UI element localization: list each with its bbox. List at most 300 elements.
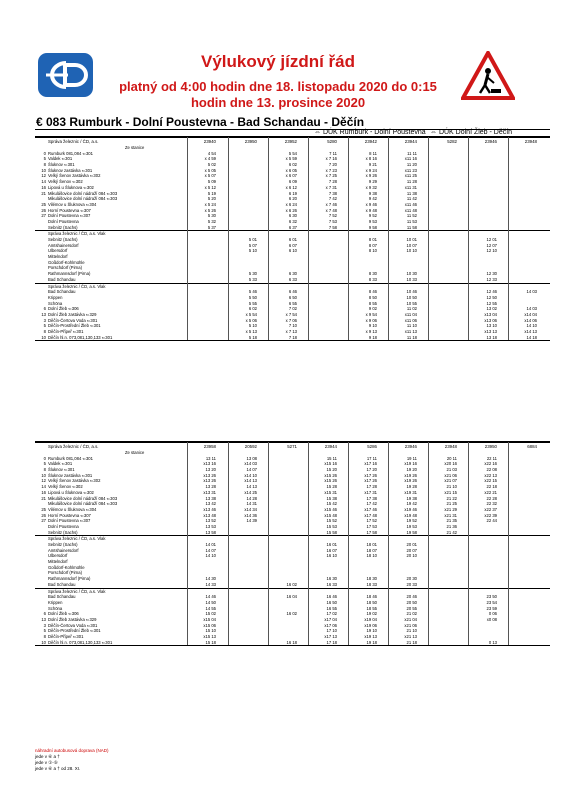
departure-time: 20 07 — [406, 547, 417, 553]
departure-time: 22 44 — [486, 518, 497, 524]
departure-time: 7 18 — [288, 334, 297, 340]
bus-connection-2: ⇔ DÚK Dolní Žleb - Děčín — [430, 129, 513, 136]
train-number: 23948 — [524, 139, 537, 144]
departure-time: 16 04 — [286, 594, 297, 600]
column-divider — [508, 137, 509, 340]
departure-time: 9 29 — [368, 179, 377, 185]
departure-time: x19 26 — [404, 478, 417, 484]
ze-stanice-label: Ze stanice — [125, 145, 145, 150]
departure-time: x21 29 — [444, 506, 457, 512]
departure-time: 9 52 — [368, 213, 377, 219]
departure-time: x 7 25 — [325, 173, 337, 179]
departure-time: x22 13 — [484, 472, 497, 478]
train-number: 5286 — [367, 444, 377, 449]
departure-time: x 6 05 — [285, 167, 297, 173]
departure-time: 14 10 — [526, 323, 537, 329]
legend — [35, 748, 109, 772]
departure-time: x 8 16 — [365, 156, 377, 162]
departure-time: 5 10 — [248, 323, 257, 329]
km-value: 5 — [43, 628, 46, 634]
departure-time: 17 02 — [326, 611, 337, 617]
departure-time: 14 18 — [526, 334, 537, 340]
station-name: Porschdorf (Pirna) — [48, 570, 82, 576]
departure-time: x21 07 — [444, 478, 457, 484]
station-name: Rumburk 081,084 ⇐301 — [48, 455, 93, 461]
departure-time: 15 10 — [205, 628, 216, 634]
admin-label: Správa železnic / ČD, a.s. — [48, 444, 99, 449]
departure-time: 6 46 — [288, 289, 297, 295]
departure-time: 14 13 — [246, 484, 257, 490]
km-value: 21 — [41, 495, 46, 501]
departure-time: 14 03 — [526, 306, 537, 312]
departure-time: 5 54 — [288, 150, 297, 156]
station-name: Bad Schandau — [48, 289, 76, 295]
km-value: 16 — [41, 489, 46, 495]
departure-time: 7 38 — [328, 190, 337, 196]
departure-time: 17 53 — [366, 523, 377, 529]
departure-time: 5 46 — [248, 289, 257, 295]
departure-time: 5 01 — [248, 237, 257, 242]
departure-time: 17 38 — [366, 495, 377, 501]
departure-time: 8 46 — [368, 289, 377, 295]
departure-time: 10 55 — [406, 300, 417, 306]
departure-time: 18 30 — [366, 576, 377, 582]
departure-time: x13 26 — [203, 472, 216, 478]
column-divider — [508, 442, 509, 645]
departure-time: 17 11 — [366, 455, 377, 461]
departure-time: 17 28 — [366, 484, 377, 490]
table-row — [35, 335, 550, 341]
departure-time: 12 10 — [486, 248, 497, 254]
departure-time: x 9 26 — [365, 173, 377, 179]
departure-time: x 5 24 — [204, 201, 216, 207]
departure-time: x13 26 — [203, 478, 216, 484]
departure-time: x14 10 — [244, 472, 257, 478]
departure-time: 6 02 — [288, 162, 297, 168]
departure-time: 17 52 — [366, 518, 377, 524]
departure-time: 8 30 — [368, 271, 377, 277]
departure-time: x17 46 — [364, 506, 377, 512]
station-name: Rathmannsdorf (Pirna) — [48, 271, 91, 277]
departure-time: 10 46 — [406, 289, 417, 295]
departure-time: 10 10 — [406, 248, 417, 254]
departure-time: 13 52 — [205, 518, 216, 524]
departure-time: x15 48 — [324, 512, 337, 518]
column-divider — [308, 442, 309, 645]
station-name: Schöna — [48, 605, 63, 611]
departure-time: 21 10 — [446, 484, 457, 490]
departure-time: 13 02 — [486, 306, 497, 312]
departure-time: 6 55 — [288, 300, 297, 306]
validity-line-2: hodin dne 13. prosince 2020 — [190, 95, 366, 110]
train-number: 23950 — [244, 139, 257, 144]
station-name: Rathmannsdorf (Pirna) — [48, 576, 91, 582]
table-row — [35, 640, 550, 646]
departure-time: 16 50 — [326, 599, 337, 605]
departure-time: 16 46 — [326, 594, 337, 600]
station-name: Děčín hl.n. 073,081,130,133 ⇐301 — [48, 639, 113, 645]
departure-time: x19 06 — [364, 622, 377, 628]
departure-time: 5 10 — [248, 248, 257, 254]
legend-item: náhradní autobusová doprava (NAD) — [35, 748, 109, 753]
departure-time: x 6 26 — [285, 207, 297, 213]
departure-time: 21 02 — [406, 611, 417, 617]
departure-time: 14 07 — [205, 547, 216, 553]
departure-time: 7 20 — [328, 162, 337, 168]
departure-time: x14 04 — [524, 311, 537, 317]
departure-time: x11 23 — [404, 167, 417, 173]
departure-time: x17 26 — [364, 478, 377, 484]
station-name: Dolní Žleb ⇐306 — [48, 306, 79, 312]
departure-time: 16 01 — [326, 542, 337, 547]
column-divider — [428, 137, 429, 340]
departure-time: 6 30 — [288, 213, 297, 219]
departure-time: x22 37 — [484, 506, 497, 512]
departure-time: 7 02 — [288, 306, 297, 312]
station-name: Rumburk 081,084 ⇐301 — [48, 150, 93, 156]
departure-time: 21 36 — [446, 523, 457, 529]
km-value: 0 — [43, 455, 46, 461]
station-name: Ulbersdorf — [48, 553, 68, 559]
departure-time: 5 50 — [248, 294, 257, 300]
departure-time: 9 10 — [368, 323, 377, 329]
departure-time: 11 18 — [406, 334, 417, 340]
departure-time: x 9 13 — [365, 329, 377, 334]
departure-time: 10 07 — [406, 242, 417, 248]
km-value: 10 — [41, 167, 46, 173]
table-header-row — [35, 442, 550, 450]
km-value: 8 — [43, 162, 46, 168]
departure-time: 11 11 — [407, 150, 417, 156]
station-name: Krippen — [48, 599, 63, 605]
table-subheader-row — [35, 283, 550, 290]
departure-time: x11 25 — [404, 173, 417, 179]
departure-time: 17 20 — [366, 467, 377, 473]
departure-time: 19 42 — [406, 501, 417, 507]
timetable-part-1 — [35, 136, 550, 341]
km-value: 25 — [41, 506, 46, 512]
km-value: 3 — [43, 622, 46, 628]
departure-time: 16 02 — [286, 611, 297, 617]
km-value: 25 — [41, 201, 46, 207]
departure-time: x21 04 — [404, 616, 417, 622]
column-divider — [268, 137, 269, 340]
column-divider — [308, 137, 309, 340]
departure-time: x14 13 — [244, 478, 257, 484]
validity-line-1: platný od 4:00 hodin dne 18. listopadu 2020 do 0:15 — [119, 79, 437, 94]
departure-time: 19 38 — [406, 495, 417, 501]
departure-time: x 6 24 — [285, 201, 297, 207]
departure-time: x11 31 — [404, 184, 417, 190]
departure-time: 22 08 — [486, 467, 497, 473]
departure-time: 16 18 — [286, 639, 297, 645]
departure-time: 8 33 — [368, 276, 377, 282]
km-value: 8 — [43, 634, 46, 639]
departure-time: 7 52 — [328, 213, 337, 219]
departure-time: 22 11 — [486, 455, 497, 461]
departure-time: x11 48 — [404, 207, 417, 213]
departure-time: x 9 48 — [365, 207, 377, 213]
departure-time: 19 11 — [406, 455, 417, 461]
departure-time: 9 53 — [368, 218, 377, 224]
departure-time: 14 33 — [205, 581, 216, 587]
departure-time: 15 52 — [326, 518, 337, 524]
departure-time: x14 13 — [524, 329, 537, 334]
departure-time: 13 10 — [486, 323, 497, 329]
departure-time: 6 02 — [248, 306, 257, 312]
departure-time: 5 37 — [207, 224, 216, 230]
km-value: 14 — [41, 179, 46, 185]
departure-time: x17 48 — [364, 512, 377, 518]
km-value: 14 — [41, 484, 46, 490]
departure-time: x19 13 — [364, 634, 377, 639]
departure-time: 18 33 — [366, 581, 377, 587]
departure-time: x15 06 — [203, 622, 216, 628]
departure-time: 16 07 — [326, 547, 337, 553]
train-number: 5271 — [287, 444, 297, 449]
km-value: 6 — [43, 611, 46, 617]
departure-time: 9 38 — [368, 190, 377, 196]
departure-time: x 7 16 — [325, 156, 337, 162]
departure-time: x13 16 — [203, 461, 216, 467]
admin-label: Správa železnic / ČD, a.s. — [48, 139, 99, 144]
departure-time: 13 08 — [246, 455, 257, 461]
departure-time: 13 28 — [205, 484, 216, 490]
table-subheader-row — [35, 588, 550, 595]
departure-time: x19 31 — [404, 489, 417, 495]
train-number: 23944 — [404, 139, 417, 144]
departure-time: 16 10 — [326, 553, 337, 559]
station-name: Šluknov zastávka ⇐301 — [48, 472, 93, 478]
km-value: 5 — [43, 461, 46, 467]
departure-time: 13 38 — [205, 495, 216, 501]
km-value: 10 — [41, 334, 46, 340]
legend-item: jede v ⑥ a † — [35, 754, 60, 759]
station-name: Sebnitz (Sachs) — [48, 224, 78, 230]
departure-time: x13 48 — [203, 512, 216, 518]
departure-time: 9 02 — [368, 306, 377, 312]
departure-time: 10 33 — [406, 276, 417, 282]
departure-time: 22 32 — [486, 501, 497, 507]
departure-time: 5 30 — [207, 213, 216, 219]
train-number: 23948 — [444, 444, 457, 449]
departure-time: 7 53 — [328, 218, 337, 224]
departure-time: 6 19 — [288, 190, 297, 196]
departure-time: 5 32 — [207, 218, 216, 224]
departure-time: 21 35 — [446, 518, 457, 524]
departure-time: x21 15 — [444, 489, 457, 495]
station-name: Krippen — [48, 294, 63, 300]
departure-time: 19 28 — [406, 484, 417, 490]
departure-time: x 5 54 — [245, 311, 257, 317]
station-name: Mikulášovice dolní nádraží 084 ⇐303 — [48, 196, 118, 202]
station-name: Valdek ⇐301 — [48, 461, 73, 467]
departure-time: x14 03 — [244, 461, 257, 467]
km-value: 26 — [41, 512, 46, 518]
departure-time: 9 58 — [368, 224, 377, 230]
station-name: Goßdorf-Kohlmühle — [48, 564, 85, 570]
station-name: Dolní Poustevna ⇐307 — [48, 518, 91, 524]
station-name: Děčín hl.n. 073,081,130,133 ⇐301 — [48, 334, 113, 340]
station-name: Mikulášovice dolní nádraží 084 ⇐303 — [48, 501, 118, 507]
departure-time: 12 46 — [486, 289, 497, 295]
departure-time: 5 20 — [207, 196, 216, 202]
departure-time: x 9 54 — [365, 311, 377, 317]
departure-time: 10 30 — [406, 271, 417, 277]
departure-time: x11 04 — [404, 311, 417, 317]
departure-time: x0 08 — [486, 616, 497, 622]
station-name: Děčín-Prostřední Žleb ⇐301 — [48, 323, 101, 329]
departure-time: 21 22 — [446, 495, 457, 501]
station-name: Děčín-Čertova Voda ⇐301 — [48, 317, 98, 323]
departure-time: 12 07 — [486, 242, 497, 248]
departure-time: 14 50 — [205, 599, 216, 605]
departure-time: 14 07 — [246, 467, 257, 473]
departure-time: 16 33 — [326, 581, 337, 587]
departure-time: 6 32 — [288, 218, 297, 224]
departure-time: x 7 13 — [285, 329, 297, 334]
station-name: Amtshainersdorf — [48, 242, 79, 248]
departure-time: x13 06 — [484, 317, 497, 323]
departure-time: 21 25 — [446, 501, 457, 507]
departure-time: x19 46 — [404, 506, 417, 512]
km-value: 13 — [41, 311, 46, 317]
departure-time: 9 42 — [368, 196, 377, 202]
departure-time: 12 01 — [486, 237, 497, 242]
route-heading: € 083 Rumburk - Dolní Poustevna - Bad Schandau - Děčín — [36, 115, 365, 129]
departure-time: 13 58 — [205, 529, 216, 535]
departure-time: 6 01 — [288, 237, 297, 242]
station-name: Velký Šenov ⇐302 — [48, 179, 83, 185]
departure-time: 19 02 — [366, 611, 377, 617]
departure-time: 11 58 — [406, 224, 417, 230]
departure-time: 8 07 — [368, 242, 377, 248]
departure-time: 7 58 — [328, 224, 337, 230]
departure-time: x11 46 — [404, 201, 417, 207]
departure-time: 5 09 — [207, 179, 216, 185]
departure-time: 6 30 — [288, 271, 297, 277]
km-value: 3 — [43, 317, 46, 323]
departure-time: 9 18 — [368, 334, 377, 340]
departure-time: x11 13 — [404, 329, 417, 334]
km-value: 27 — [41, 213, 46, 219]
departure-time: 19 58 — [406, 529, 417, 535]
station-name: Šluknov ⇐301 — [48, 467, 75, 473]
departure-time: 6 10 — [288, 248, 297, 254]
departure-time: x 9 46 — [365, 201, 377, 207]
column-divider — [388, 442, 389, 645]
departure-time: 14 01 — [205, 542, 216, 547]
departure-time: 19 20 — [406, 467, 417, 473]
departure-time: 11 28 — [406, 179, 417, 185]
train-number: 23950 — [484, 444, 497, 449]
departure-time: 17 10 — [326, 628, 337, 634]
departure-time: x15 26 — [324, 472, 337, 478]
departure-time: 6 07 — [288, 242, 297, 248]
departure-time: x11 06 — [404, 317, 417, 323]
station-name: Dolní Žleb ⇐306 — [48, 611, 79, 617]
departure-time: x 9 32 — [365, 184, 377, 190]
departure-time: 13 11 — [205, 455, 216, 461]
departure-time: 21 10 — [406, 628, 417, 634]
departure-time: 5 33 — [248, 276, 257, 282]
departure-time: x 9 24 — [365, 167, 377, 173]
departure-time: 5 30 — [248, 271, 257, 277]
train-number: 23940 — [203, 139, 216, 144]
column-divider — [268, 442, 269, 645]
departure-time: 6 33 — [288, 276, 297, 282]
departure-time: x13 04 — [484, 311, 497, 317]
departure-time: 6 20 — [288, 196, 297, 202]
station-name: Vilémov u Šluknova ⇐304 — [48, 201, 97, 207]
departure-time: 14 31 — [246, 501, 257, 507]
km-value: 12 — [41, 173, 46, 179]
departure-time: 15 53 — [326, 523, 337, 529]
departure-time: 23 54 — [486, 599, 497, 605]
departure-time: 21 42 — [446, 529, 457, 535]
departure-time: x15 26 — [324, 478, 337, 484]
departure-time: 15 18 — [205, 639, 216, 645]
legend-item: jede v ①-⑤ — [35, 760, 58, 765]
table-subheader-row — [35, 535, 550, 542]
departure-time: 21 18 — [406, 639, 417, 645]
departure-time: 5 02 — [207, 162, 216, 168]
departure-time: x11 16 — [404, 156, 417, 162]
departure-time: x 7 54 — [285, 311, 297, 317]
km-value: 10 — [41, 639, 46, 645]
km-value: 16 — [41, 184, 46, 190]
departure-time: x 5 26 — [204, 207, 216, 213]
departure-time: 22 28 — [486, 495, 497, 501]
departure-time: x15 13 — [203, 634, 216, 639]
page-title: Výlukový jízdní řád — [201, 52, 355, 71]
departure-time: 21 03 — [446, 467, 457, 473]
station-name: Sebnitz (Sachs) — [48, 542, 78, 547]
departure-time: 18 46 — [366, 594, 377, 600]
departure-time: x17 13 — [324, 634, 337, 639]
departure-time: x 4 59 — [204, 156, 216, 162]
station-name: Dolní Poustevna ⇐307 — [48, 213, 91, 219]
departure-time: x13 31 — [203, 489, 216, 495]
departure-time: x14 36 — [244, 512, 257, 518]
departure-time: 10 01 — [406, 237, 417, 242]
departure-time: 20 50 — [406, 599, 417, 605]
station-name: Lipová u Šluknova ⇐302 — [48, 489, 94, 495]
departure-time: 17 18 — [326, 639, 337, 645]
departure-time: x21 06 — [444, 472, 457, 478]
train-number: 23958 — [203, 444, 216, 449]
admin-label: Správa železnic / ČD, a.s. Vlak — [48, 536, 106, 542]
departure-time: 22 18 — [486, 484, 497, 490]
departure-time: 15 02 — [205, 611, 216, 617]
departure-time: 11 10 — [406, 323, 417, 329]
departure-time: x15 31 — [324, 489, 337, 495]
departure-time: x17 31 — [364, 489, 377, 495]
departure-time: x14 06 — [524, 317, 537, 323]
station-name: Děčín-Přípeř ⇐301 — [48, 329, 84, 334]
departure-time: 6 09 — [288, 179, 297, 185]
station-name: Ulbersdorf — [48, 248, 68, 254]
departure-time: x21 13 — [404, 634, 417, 639]
station-name: Dolní Poustevna — [48, 523, 79, 529]
departure-time: 19 18 — [366, 639, 377, 645]
departure-time: 8 01 — [368, 237, 377, 242]
departure-time: x13 46 — [203, 506, 216, 512]
departure-time: 11 52 — [406, 213, 417, 219]
column-divider — [348, 137, 349, 340]
train-number: 23952 — [284, 139, 297, 144]
station-name: Bad Schandau — [48, 594, 76, 600]
